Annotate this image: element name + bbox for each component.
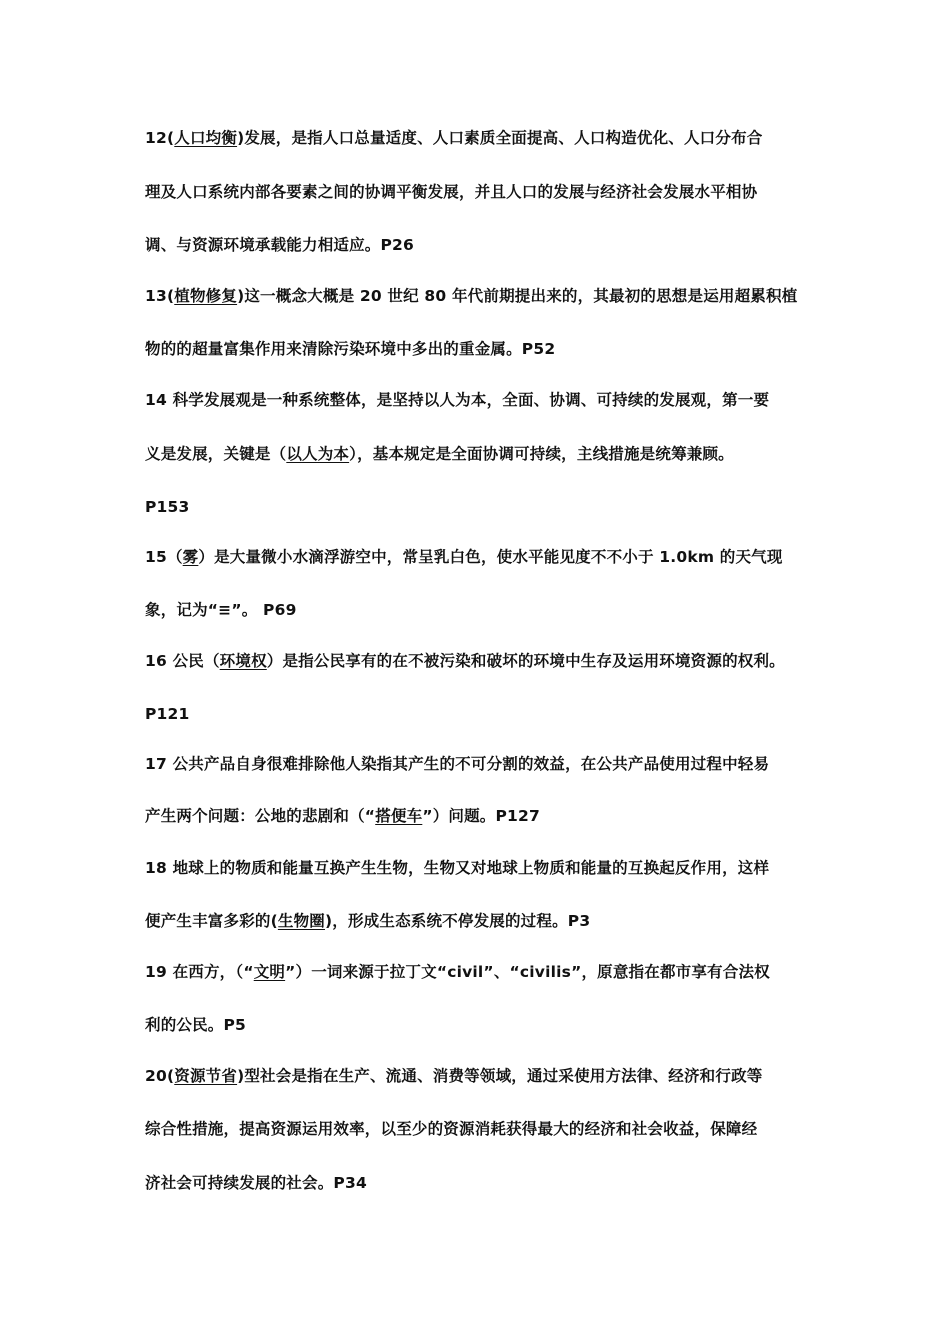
text-line: P121 (145, 705, 190, 723)
text-line: P153 (145, 498, 190, 516)
text-line: 19 在西方，（“文明”）一词来源于拉丁文“civil”、“civilis”，原意指在都市享有合法权 (145, 963, 770, 981)
answer-blank: 植物修复 (174, 287, 238, 305)
answer-blank: 资源节省 (174, 1067, 238, 1085)
answer-blank: 环境权 (219, 652, 267, 670)
text-line: 14 科学发展观是一种系统整体，是坚持以人为本，全面、协调、可持续的发展观，第一要 (145, 391, 770, 409)
text-line: 象，记为“≡”。 P69 (145, 601, 297, 619)
answer-blank: 以人为本 (286, 445, 350, 463)
text-line: 18 地球上的物质和能量互换产生生物，生物又对地球上物质和能量的互换起反作用，这样 (145, 859, 770, 877)
text-line: 综合性措施，提高资源运用效率，以至少的资源消耗获得最大的经济和社会收益，保障经 (145, 1120, 758, 1138)
answer-blank: 生物圈 (277, 912, 325, 930)
text-line: 17 公共产品自身很难排除他人染指其产生的不可分割的效益，在公共产品使用过程中轻易 (145, 755, 770, 773)
text-line: 12(人口均衡)发展，是指人口总量适度、人口素质全面提高、人口构造优化、人口分布合 (145, 129, 763, 147)
text-line: 13(植物修复)这一概念大概是 20 世纪 80 年代前期提出来的，其最初的思想是运用超累积植 (145, 287, 798, 305)
text-line: 理及人口系统内部各要素之间的协调平衡发展，并且人口的发展与经济社会发展水平相协 (145, 183, 758, 201)
answer-blank: 文明 (253, 963, 286, 981)
text-line: 15（雾）是大量微小水滴浮游空中，常呈乳白色，使水平能见度不不小于 1.0km 的天气现 (145, 548, 783, 566)
text-line: 20(资源节省)型社会是指在生产、流通、消费等领域，通过采使用方法律、经济和行政等 (145, 1067, 763, 1085)
text-line: 义是发展，关键是（以人为本），基本规定是全面协调可持续，主线措施是统筹兼顾。 (145, 445, 734, 463)
text-line: 调、与资源环境承载能力相适应。P26 (145, 236, 415, 254)
text-line: 16 公民（环境权）是指公民享有的在不被污染和破坏的环境中生存及运用环境资源的权利。 (145, 652, 785, 670)
text-line: 物的的超量富集作用来清除污染环境中多出的重金属。P52 (145, 340, 556, 358)
answer-blank: 人口均衡 (174, 129, 238, 147)
answer-blank: 雾 (182, 548, 199, 566)
text-line: 济社会可持续发展的社会。P34 (145, 1174, 367, 1192)
text-line: 产生两个问题：公地的悲剧和（“搭便车”）问题。P127 (145, 807, 541, 825)
text-line: 便产生丰富多彩的(生物圈)，形成生态系统不停发展的过程。P3 (145, 912, 591, 930)
text-line: 利的公民。P5 (145, 1016, 247, 1034)
answer-blank: 搭便车 (375, 807, 423, 825)
